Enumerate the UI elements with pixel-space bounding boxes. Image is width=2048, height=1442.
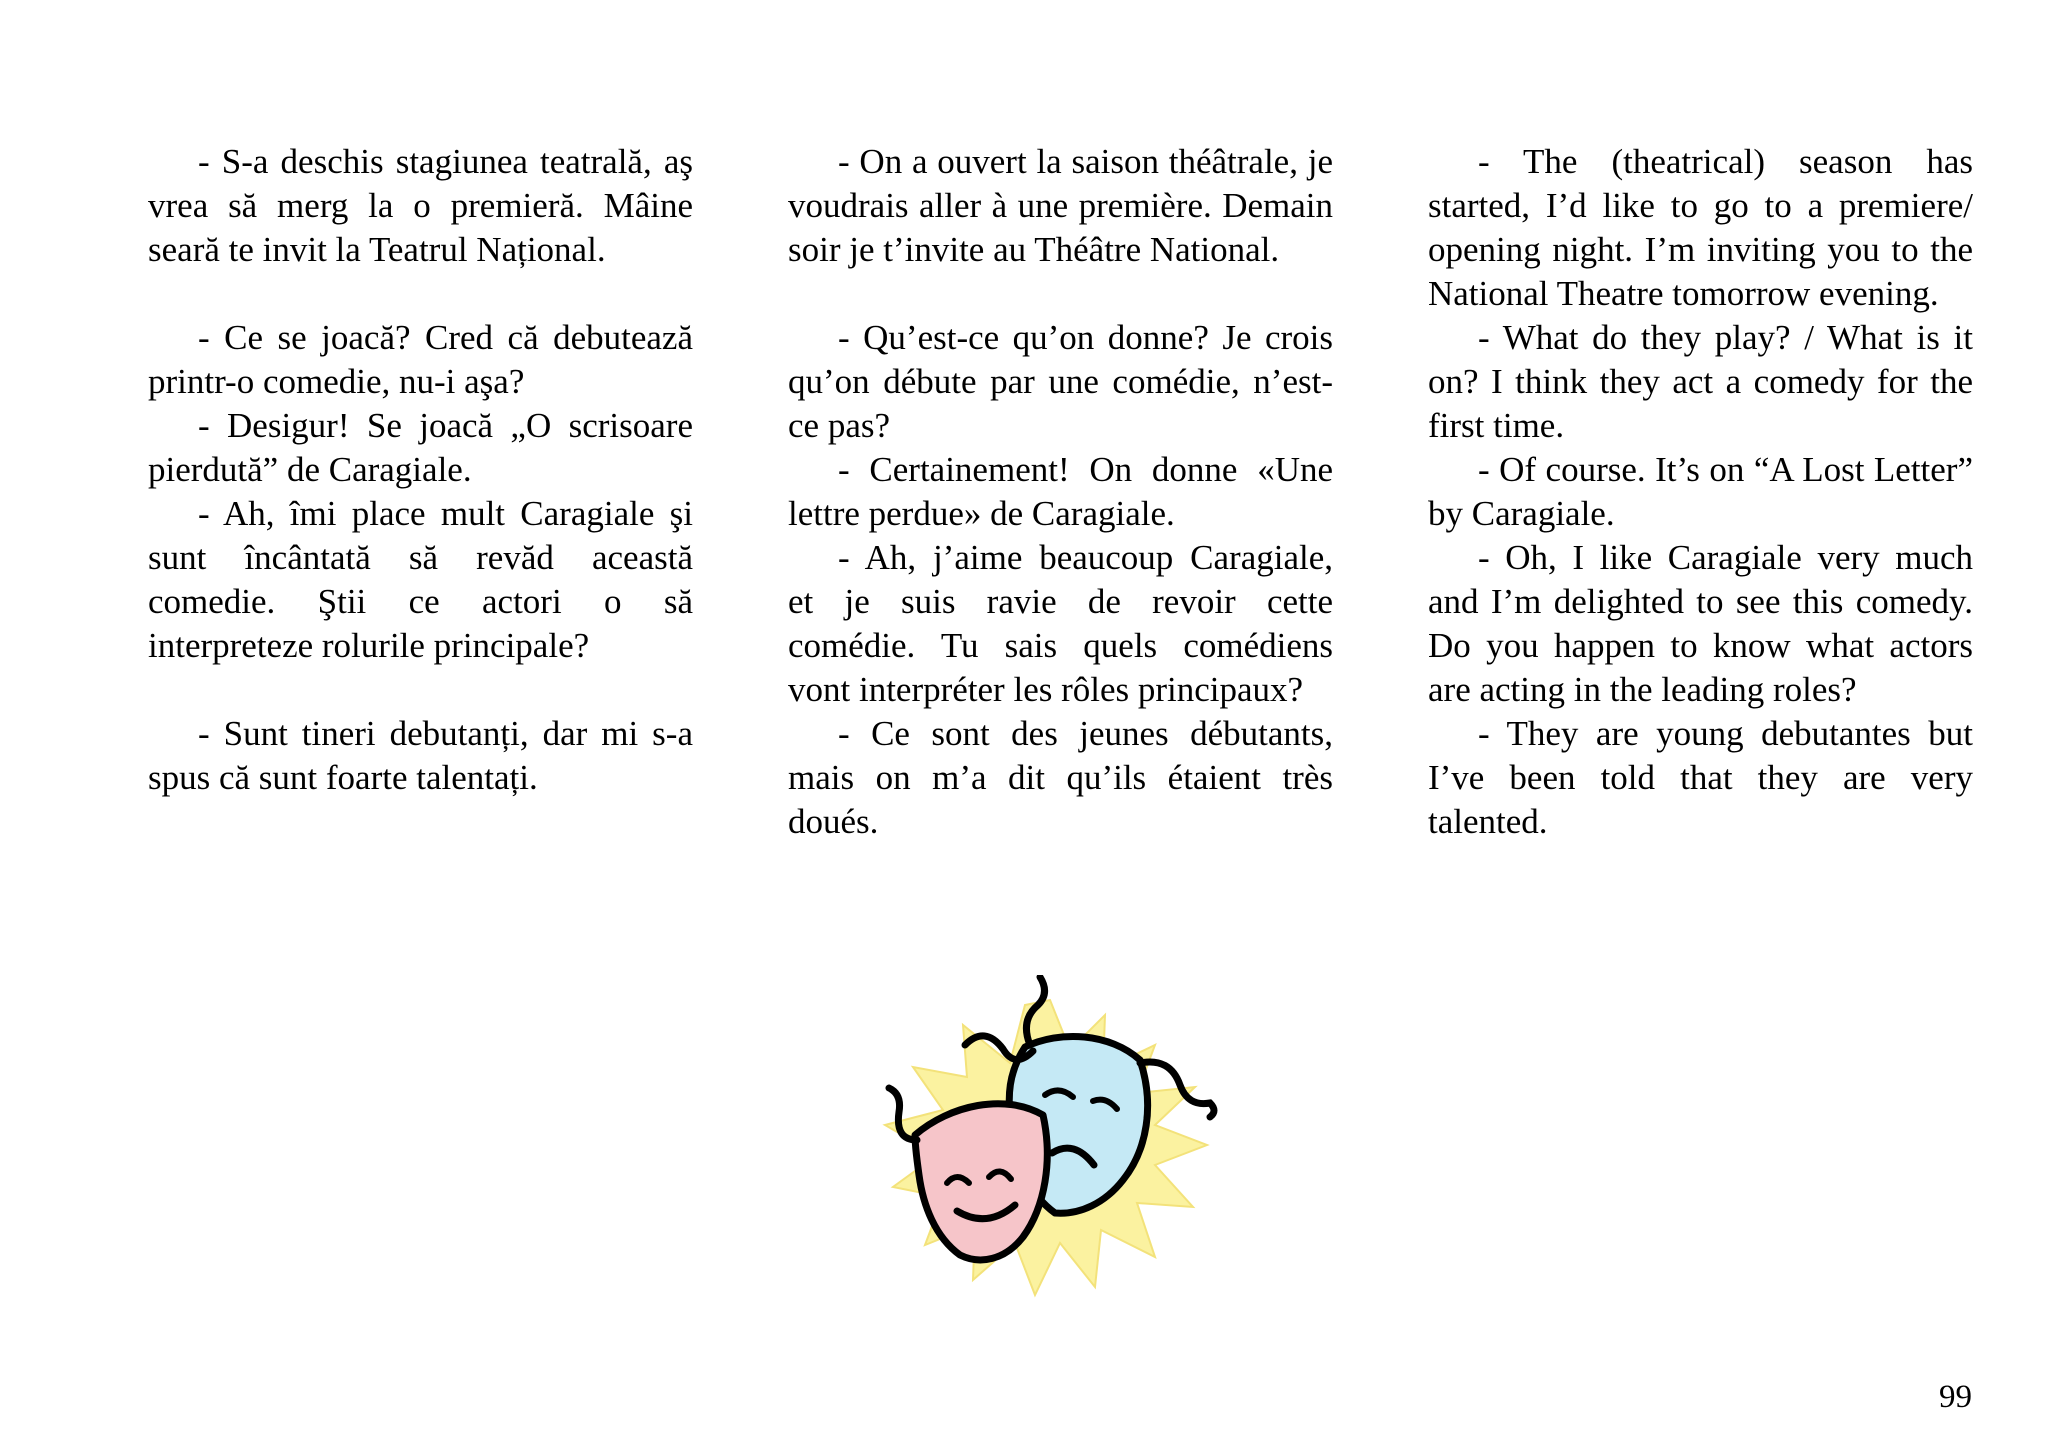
paragraph-en-4: - Oh, I like Caragiale very much and I’m delighted to see this comedy. Do you happen to know what actors are acting in the leading roles? — [1428, 538, 1973, 709]
page-number: 99 — [1939, 1379, 1972, 1415]
theatre-masks-icon — [855, 975, 1245, 1315]
paragraph-ro-1: - S-a deschis stagiunea teatrală, aş vrea să merg la o premieră. Mâine seară te invit la Teatrul Național. — [148, 142, 693, 269]
column-english — [1428, 140, 1973, 844]
paragraph-fr-4: - Ah, j’aime beaucoup Caragiale, et je suis ravie de revoir cette comédie. Tu sais quels comédiens vont interpréter les rôles principaux? — [788, 538, 1333, 709]
column-french — [788, 140, 1333, 844]
paragraph-ro-4: - Ah, îmi place mult Caragiale şi sunt încântată să revăd această comedie. Ştii ce actori o să interpreteze rolurile principale? — [148, 494, 693, 665]
paragraph-fr-2: - Qu’est-ce qu’on donne? Je crois qu’on débute par une comédie, n’est-ce pas? — [788, 318, 1333, 445]
paragraph-en-2: - What do they play? / What is it on? I think they act a comedy for the first time. — [1428, 318, 1973, 445]
paragraph-fr-1: - On a ouvert la saison théâtrale, je voudrais aller à une première. Demain soir je t’invite au Théâtre National. — [788, 142, 1333, 269]
paragraph-en-5: - They are young debutantes but I’ve been told that they are very talented. — [1428, 714, 1973, 841]
paragraph-ro-3: - Desigur! Se joacă „O scrisoare pierdută” de Caragiale. — [148, 406, 693, 489]
paragraph-fr-5: - Ce sont des jeunes débutants, mais on m’a dit qu’ils étaient très doués. — [788, 714, 1333, 841]
column-romanian — [148, 140, 693, 800]
paragraph-en-1: - The (theatrical) season has started, I’d like to go to a premiere/ opening night. I’m inviting you to the National Theatre tomorrow evening. — [1428, 142, 1973, 313]
paragraph-fr-3: - Certainement! On donne «Une lettre perdue» de Caragiale. — [788, 450, 1333, 533]
paragraph-ro-2: - Ce se joacă? Cred că debutează printr-o comedie, nu-i aşa? — [148, 318, 693, 401]
paragraph-en-3: - Of course. It’s on “A Lost Letter” by Caragiale. — [1428, 450, 1973, 533]
paragraph-ro-5: - Sunt tineri debutanți, dar mi s-a spus că sunt foarte talentați. — [148, 714, 693, 797]
